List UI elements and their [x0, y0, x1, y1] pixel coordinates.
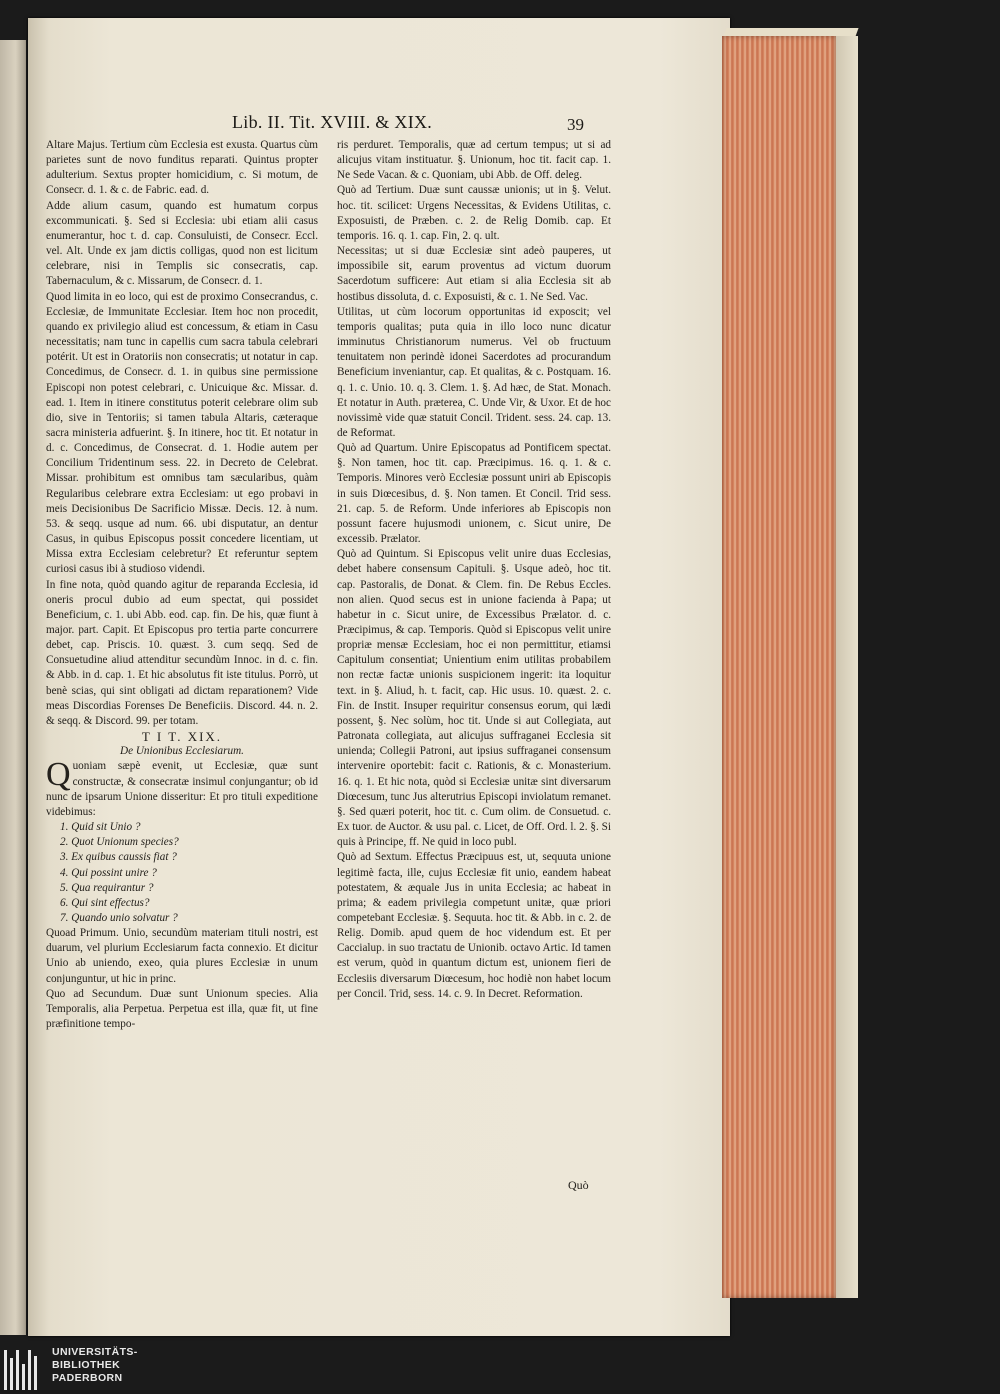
section-title: T I T. XIX. [141, 729, 223, 745]
list-item: 7. Quando unio solvatur ? [60, 911, 178, 924]
list-item: 3. Ex quibus caussis fiat ? [60, 851, 177, 864]
library-logo-icon [4, 1350, 44, 1390]
list-item: 5. Qua requirantur ? [60, 881, 154, 894]
question-list [46, 820, 318, 926]
page-edges-red [722, 36, 836, 1298]
book-cover-edge [836, 36, 858, 1298]
paragraph: Altare Majus. Tertium cùm Ecclesia est exusta. Quartus cùm parietes sunt de novo funditus reparati. Quintus propter adulterium. Sextus propter homicidium, c. Si motum, de Consecr. d. 1. & c. de Fabric. ead. d. [46, 139, 318, 197]
library-logo-text: UNIVERSITÄTS- BIBLIOTHEK PADERBORN [52, 1346, 138, 1384]
paragraph: Quò ad Quartum. Unire Episcopatus ad Pontificem spectat. §. Non tamen, hoc tit. cap. Præcipimus. 16. q. 1. & c. Temporis. Minores verò Ecclesiæ possunt uniri ab Episcopis in suis Diœcesibus, d. §. Non tamen. Et Concil. Trid sess. 21. cap. 5. de Reform. Unde inferiores ab Episcopis non possunt facere hujusmodi unionem, c. Sicut unire, De excessib. Prælator. [337, 442, 611, 546]
page-number: 39 [567, 115, 584, 134]
running-head: Lib. II. Tit. XVIII. & XIX. [232, 112, 433, 132]
paragraph: Quò ad Sextum. Effectus Præcipuus est, ut, sequuta unione legitimè facta, ille, cujus Ecclesiæ fit unio, eandem habeat potestatem, & æquale Jus in unita Ecclesia; ac habeat in prima; & eadem privilegia competunt unitæ, quæ priori competebant Ecclesiæ. §. Sequuta. hoc tit. & Abb. in c. 2. de Relig. Domib. apud quem de hoc videndum est. Et per Caccialup. in suo tractatu de Unionib. octavo Artic. Id tamen est verum, quòd in quantum dictum est, unionem fieri de Ecclesiis diversarum Diœcesum, hoc hodiè non habet locum per Concil. Trid, sess. 14. c. 9. In Decret. Reformation. [337, 851, 611, 1000]
page-header [0, 112, 1000, 138]
paragraph: ris perduret. Temporalis, quæ ad certum tempus; ut si ad alicujus vitam instituatur. §. Unionum, hoc tit. facit cap. 1. Ne Sede Vacan. & c. Quoniam, ubi Abb. de Off. deleg. [337, 139, 611, 182]
left-column [46, 138, 318, 1032]
intro-paragraph [46, 756, 318, 820]
drop-cap: Q [46, 756, 71, 794]
right-column [337, 138, 611, 1002]
left-page-edge [0, 40, 26, 1335]
list-item: 4. Qui possint unire ? [60, 866, 157, 879]
intro-text: uoniam sæpè evenit, ut Ecclesiæ, quæ sunt constructæ, & consecratæ insimul conjungantur; ob id nunc de ipsarum Unione disseritur: Et pro tituli expeditione videbimus: [46, 760, 318, 818]
paragraph: Utilitas, ut cùm locorum opportunitas id exposcit; vel temporis qualitas; puta quia in illo loco nunc dicatur imminutus Christianorum numerus. Vel ob fructuum tenuitatem non perindè idonei Sacerdotes ad procurandum Beneficium inveniantur, cap. Et qualitas, & c. Postquam. 16. q. 1. c. Unio. 10. q. 3. Clem. 1. §. Ad hæc, de Stat. Monach. Et notatur in Auth. præterea, C. Unde Vir, & Uxor. Et de hoc novissimè vide quæ statuit Concil. Trident. sess. 24. cap. 13. de Reformat. [337, 305, 611, 439]
list-item: 6. Qui sint effectus? [60, 896, 150, 909]
paragraph: Quo ad Secundum. Duæ sunt Unionum species. Alia Temporalis, alia Perpetua. Perpetua est illa, quæ fit, ut fine præfinitione tempo- [46, 987, 318, 1031]
paragraph: Quò ad Tertium. Duæ sunt caussæ unionis; ut in §. Velut. hoc. tit. scilicet: Urgens Necessitas, & Evidens Utilitas, c. Exposuisti, de Præben. c. 2. de Relig Domib. cap. Et temporis. 16. q. 1. cap. Fin, 2. q. ult. [337, 184, 611, 242]
paragraph: Quod limita in eo loco, qui est de proximo Consecrandus, c. Ecclesiæ, de Immunitate Ecclesiar. Item hoc non procedit, quando ex privilegio aliud est concessum, & etiam in Casu necessitatis; nam tunc in capellis cum sacra tabula celebrari potérit. Ut est in Oratoriis non consecratis; ut notatur in cap. Concedimus, de Consecr. d. 1. in quibus sine permissione Episcopi non potest celebrari, c. Unicuique &c. Missar. d. ead. 1. Item in itinere constitutus poterit celebrare olim sub dio, sive in Tentoriis; si tamen tabula Altaris, cæteraque sacra ministeria adfuerint. §. In itinere, hoc tit. Et notatur in d. c. Concedimus, de Consecrat. d. 1. Hodie autem per Concilium Tridentinum sess. 22. in Decreto de Celebrat. Missar. prohibitum est omnibus tam sæcularibus, quàm Regularibus celebrare extra Ecclesiam: ut ego probavi in meis Decisionibus De Sacrificio Missæ. Decis. 12. à num. 53. & seqq. usque ad num. 66. ubi disputatur, an dentur Casus, in quibus Episcopus possit concedere licentiam, ut Missa extra Ecclesiam celebretur? Et referuntur septem curiosi casus ibi à studioso videndi. [46, 290, 318, 576]
catchword: Quò [568, 1178, 589, 1192]
list-item: 2. Quot Unionum species? [60, 836, 179, 849]
paragraph: Necessitas; ut si duæ Ecclesiæ sint adeò pauperes, ut impossibile sit, earum proventus ad victum duorum Sacerdotum sufficere: Aut etiam si alia Ecclesia sit ab hostibus dissoluta, d. c. Exposuisti, & c. 1. Ne Sed. Vac. [337, 245, 611, 303]
paragraph: Quò ad Quintum. Si Episcopus velit unire duas Ecclesias, debet habere consensum Capituli. §. Usque adeò, hoc tit. cap. Pastoralis, de Donat. & Clem. fin. De Rebus Eccles. non alien. Quod secus est in unione facienda à Papa; ut habetur in c. Sicut unire, de Excessibus Prælator. d. c. Præcipimus, & cap. Temporis. Quòd si Episcopus velit unire propriæ mensæ Ecclesiam, hoc ei non permittitur, etiamsi Capitulum consentiat; Unientium enim utilitas probabilem non rectæ factæ unionis suspicionem ingerit: ita loquitur text. in §. Aliud, h. t. facit, cap. Hic usus. 10. quæst. 2. c. Fin. de Instit. Insuper requiritur consensus eorum, qui lædi possent, §. Nec solùm, hoc tit. Unde si aut Collegiata, aut Patronata collegiata, aut alicujus suffraganei Ecclesia sit unienda; Collegii Patroni, aut ipsius suffraganei consensum intervenire oportebit: facit c. Rationis, & c. Monasterium. 16. q. 1. Et hic nota, quòd si Ecclesiæ unitæ sint diversarum Diœcesum, tunc Jus alterutrius Episcopi inviolatum remanet. §. Sed quæri poterit, hoc tit. c. Cum olim. de Consuetud. c. Ex tuor. de Auctor. & usu pal. c. Licet, de Off. Ord. l. 2. §. Si quis à Principe, ff. Ne quid in loco publ. [337, 548, 611, 849]
library-logo [0, 1344, 160, 1394]
list-item: 1. Quid sit Unio ? [60, 821, 141, 834]
paragraph: In fine nota, quòd quando agitur de reparanda Ecclesia, id oneris procul dubio ad eum spectat, qui possidet Beneficium, c. 1. ubi Abb. eod. cap. fin. De his, quæ fiunt à major. part. Capit. Et Episcopus pro tertia parte concurrere debet, cap. Priscis. 10. quæst. 3. cum seqq. Sed de Consuetudine aliud attenditur secundùm Innoc. in d. c. fin. & Abb. in d. cap. 1. Et hic absolutus fit iste titulus. Porrò, ut benè scias, qui sint obligati ad dictam reparationem? Vide meas Discordias Forenses De Beneficiis. Discord. 44. n. 2. & seqq. & Discord. 99. per totam. [46, 578, 318, 727]
paragraph: Quoad Primum. Unio, secundùm materiam tituli nostri, est duarum, vel plurium Ecclesiarum facta connexio. Et dicitur Unio ab uniendo, exeo, quia plures Ecclesiæ in unum conjunguntur, ut hic in princ. [46, 927, 318, 985]
section-subtitle: De Unionibus Ecclesiarum. [120, 745, 244, 758]
paragraph: Adde alium casum, quando est humatum corpus excommunicati. §. Sed si Ecclesia: ubi etiam alii casus enumerantur, hoc t. d. cap. Consuluisti, de Consecr. Eccl. vel. Alt. Unde ex jam dictis colligas, quod non est licitum celebrare, nisi in Templis sic consecratis, cap. Tabernaculum, & c. Missarum, de Consecr. d. 1. [46, 199, 318, 288]
